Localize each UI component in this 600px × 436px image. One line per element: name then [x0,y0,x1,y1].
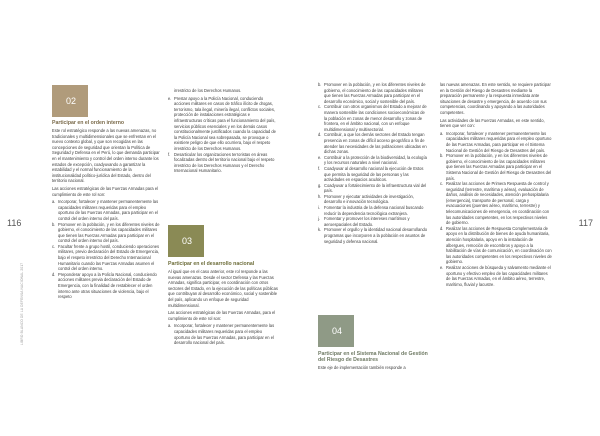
list-item: c. Facultar frente a grupo hostil, conduciendo operaciones militares, previo declaración del Estado de Emergencia, bajo el respeto irrestricto del Derecho Internacional Humanitario cuando las Fuerzas Armadas asumen el control del orden interno. [52,243,160,272]
column-3 [318,82,428,244]
section-03-title: Participar en el desarrollo nacional [168,261,255,267]
list-item: e. Contribuir a la protección de la biodiversidad, la ecología y los recursos naturales a nivel nacional. [318,154,427,166]
col1-paragraph: Las acciones estratégicas de las Fuerzas Armadas para el cumplimiento de este rol son: [52,185,159,197]
list-item: c. Contribuir con otros organismos del Estado a mejorar de manera sostenible las condiciones socioeconómicas de la población en zonas de menor desarrollo y zonas de frontera, en el ámbito nacional, con un enfoque multidimensional y multisectorial. [318,104,427,132]
column-3-lower [318,351,428,373]
col2-paragraph: Las acciones estratégicas de las Fuerzas Armadas, para el cumplimiento de este rol son: [168,310,276,321]
left-page-number: 116 [7,218,22,228]
list-item: h. Promover y ejecutar actividades de investigación, desarrollo e innovación tecnológica. [318,193,414,205]
section-03-box [168,225,204,257]
list-item: f. Desarticular los organizaciones terroristas en áreas focalizadas dentro del territorio nacional bajo el respeto irrestricto de los Derechos Humanos y el Derecho Internacional Humanitario. [168,151,275,174]
column-1 [52,120,160,300]
column-4 [440,82,552,287]
section-04-title: Participar en el Sistema Nacional de Gestión del Riesgo de Desastres [318,351,428,363]
list-item: b. Promover en la población, y en los diferentes niveles de gobierno, el conocimiento de las capacidades militares que tienen las Fuerzas Armadas para participar en el control del orden interno del país. [52,221,160,244]
section-02-title: Participar en el orden interno [52,120,125,126]
list-item: c. Realizar las acciones de Primera Respuesta de control y seguridad (terrestre, marítima y aérea), evaluación de daños, análisis de necesidades, atención prehospitalaria (emergencia), transporte de personal, carga y evacuaciones (puentes aéreo, marítimo, terrestre) y telecomunicaciones de emergencia, en coordinación con las autoridades competentes, en los respectivos niveles de gobierno. [440,181,550,226]
list-item: b. Promover en la población, y en los diferentes niveles de gobierno, el conocimiento de las capacidades militares que tienen las Fuerzas Armadas para participar en el Sistema Nacional de Gestión del Riesgo de Desastres del país. [440,153,552,181]
col1-paragraph: Este rol estratégico responde a las nuevas amenazas, no tradicionales y multidimensionales que se enfrentan en el nuevo contexto global, y que son recogidas en las concepciones de seguridad que orientan la Política de Seguridad y Defensa en el Perú, lo que demanda participar en el mantenimiento y control del orden interno durante los estados de excepción, coadyuvando a garantizar la estabilidad y el normal funcionamiento de la institucionalidad político-jurídica del Estado, dentro del territorio nacional. [52,128,160,184]
list-item: f. Coadyuvar al desarrollo nacional la ejecución de Estos que permita la seguridad de las personas y las actividades en espacios acuáticos. [318,165,424,183]
col1-list [52,199,160,300]
list-item: a. Incorporar, fortalecer y mantener permanentemente las capacidades militares requeridas para el empleo oportuno de las Fuerzas Armadas, para participar en el desarrollo nacional del país. [168,323,275,346]
list-item: d. Preponderar apoyo a la Policía Nacional, conduciendo acciones militares previa declaración del Estado de Emergencia, con la finalidad de restablecer el orden interno ante otras situaciones de violencia, bajo el respeto [52,271,157,300]
list-item: j. Fomentar y promover los intereses marítimos y aeroespaciales del Estado. [318,216,410,227]
section-02-number: 02 [66,96,77,106]
list-item: i. Fomentar la industria de la defensa nacional buscando reducir la dependencia tecnológica extranjera. [318,205,424,216]
col4-paragraph: las nuevas amenazas. En este sentido, se requiere participar en la Gestión del Riesgo de Desastres mediante la preparación permanente y la respuesta inmediata ante situaciones de desastre y emergencia, de acuerdo con sus competencias, coordinando y apoyando a las autoridades competentes. [440,82,551,115]
col2-paragraph: Al igual que en el caso anterior, este rol responde a las nuevas amenazas. Desde el sector Defensa y las Fuerzas Armadas, significa participar, en coordinación con otros sectores del Estado, en la ejecución de las políticas públicas que contribuyan al desarrollo económico, social y sostenible del país, aplicando un enfoque de seguridad multidimensional. [168,269,278,308]
col3-list [318,82,428,244]
list-item: d. Realizar las acciones de Respuesta Complementaria de apoyo en la distribución de bienes de ayuda humanitaria, atención hospitalaria, apoyo en la instalación de albergues, remoción de escombros y apoyo a la habilitación de vías de comunicación, en coordinación con las autoridades competentes en los respectivos niveles de gobierno. [440,225,552,265]
column-2 [168,88,278,174]
list-item: e. Realizar acciones de búsqueda y salvamento mediante el oportuno y efectivo empleo de las capacidades militares de las Fuerzas Armadas, en el ámbito aéreo, terrestre, marítimo, fluvial y lacustre. [440,265,551,287]
col3-paragraph: Este eje de implementación también responde a [318,365,406,370]
column-2-lower [168,261,278,346]
list-item: b. Promover en la población, y en los diferentes niveles de gobierno, el conocimiento de las capacidades militares que tienen las Fuerzas Armadas para participar en el desarrollo económico, social y sostenible del país. [318,82,426,104]
spine-running-title: LIBRO BLANCO DE LA DEFENSA NACIONAL 2017 [20,262,24,345]
list-item: e. Prestar apoyo a la Policía Nacional, conduciendo acciones militares en casos de tráfico ilícito de drogas, terrorismo, tala ilegal, minería ilegal, conflictos sociales, protección de instalaciones estratégicas e infraestructuras críticas para el funcionamiento del país, servicios públicos esenciales y en los demás casos constitucionalmente justificados cuando la capacidad de la Policía Nacional sea sobrepasada, se provoque o existiere peligro de que ello ocurriera, bajo el respeto irrestricto de los Derechos Humanos. [168,95,276,151]
list-item: k. Promover el orgullo y la identidad nacional desarrollando programas que incorporen a la población en asuntos de seguridad y defensa nacional. [318,227,428,244]
list-item: d. Contribuir, a que los demás sectores del Estado tengan presencia en zonas de difícil acceso geográfico a fin de atender las necesidades de las poblaciones ubicadas en dichas zonas. [318,132,427,155]
col2-intro: irrestricto de los Derechos Humanos. [174,88,242,93]
list-item: a. Incorporar, fortalecer y mantener permanentemente las capacidades militares requeridas para el empleo oportuno de las Fuerzas Armadas, para participar en el control del orden interno del país. [52,199,159,221]
section-04-number: 04 [332,326,343,336]
right-page-number: 117 [578,218,593,228]
col4-list [440,131,552,288]
col2-list [168,323,278,345]
section-04-box [318,315,354,347]
list-item: g. Coadyuvar a fortalecimiento de la infraestructura vial del país. [318,182,427,194]
section-02-box [52,85,88,117]
list-item: a. Incorporar, fortalecer y mantener permanentemente las capacidades militares requeridas para el empleo oportuno de las Fuerzas Armadas, para participar en el Sistema Nacional de Gestión del Riesgo de Desastres del país. [440,130,552,153]
col2-list-top [168,96,278,174]
section-03-number: 03 [182,236,193,246]
col4-paragraph: Las actividades de las Fuerzas Armadas, en este sentido, tienen que ver con: [440,117,545,129]
